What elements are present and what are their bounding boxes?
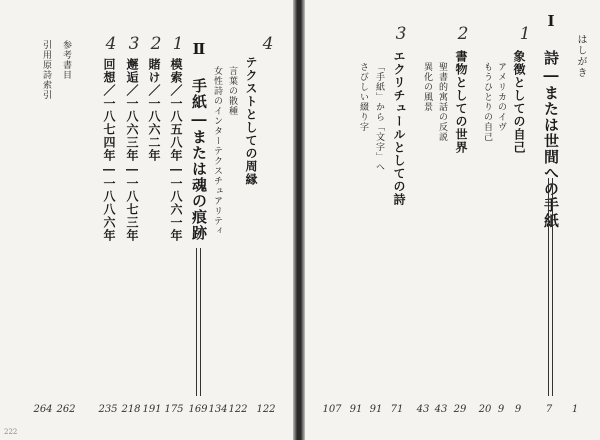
section-title: 異化の風景 bbox=[422, 62, 432, 112]
chapter-number: 3 bbox=[391, 24, 411, 45]
page-number: 1 bbox=[571, 404, 579, 415]
section-title: 聖書的寓話の反説 bbox=[437, 62, 447, 142]
part-rule bbox=[548, 178, 553, 396]
chapter-title: 回想／一八七四年―一八八六年 bbox=[102, 58, 116, 242]
chapter-title: テクストとしての周縁 bbox=[244, 56, 258, 186]
page-number: 107 bbox=[322, 404, 342, 415]
page-number: 264 bbox=[33, 404, 53, 415]
page-number: 7 bbox=[545, 404, 553, 415]
page-number: 191 bbox=[142, 404, 162, 415]
chapter-number: 4 bbox=[101, 34, 121, 55]
part-title: Ⅰ 詩―または世間への手紙 bbox=[542, 12, 560, 229]
chapter-number: 2 bbox=[453, 24, 473, 45]
page-number: 43 bbox=[434, 404, 448, 415]
page-number: 169 bbox=[188, 404, 208, 415]
chapter-title: 象徴としての自己 bbox=[512, 50, 526, 154]
part-title: Ⅱ 手紙―または魂の痕跡 bbox=[190, 40, 208, 241]
bibliography: 参考書目 bbox=[61, 40, 71, 80]
page-number: 9 bbox=[514, 404, 522, 415]
section-title: もうひとりの自己 bbox=[482, 62, 492, 142]
section-title: さびしい綴り字 bbox=[358, 62, 368, 132]
page-number: 91 bbox=[369, 404, 383, 415]
left-page bbox=[0, 0, 293, 440]
chapter-title: 賭け／一八六二年 bbox=[147, 58, 161, 162]
foreword: はしがき bbox=[575, 34, 586, 78]
page-number: 122 bbox=[256, 404, 276, 415]
chapter-title: 模索／一八五八年―一八六一年 bbox=[169, 58, 183, 242]
chapter-title: 邂逅／一八六三年―一八七三年 bbox=[125, 58, 139, 242]
citation-index: 引用原詩索引 bbox=[41, 40, 51, 100]
chapter-title: 書物としての世界 bbox=[454, 50, 468, 154]
page-number: 71 bbox=[390, 404, 404, 415]
part-rule bbox=[196, 248, 201, 396]
page-number: 91 bbox=[349, 404, 363, 415]
chapter-number: 2 bbox=[146, 34, 166, 55]
page-number: 20 bbox=[478, 404, 492, 415]
section-title: 女性詩のインターテクスチュアリティ bbox=[212, 66, 222, 236]
page-number: 218 bbox=[121, 404, 141, 415]
page-folio: 222 bbox=[4, 428, 18, 436]
chapter-number: 1 bbox=[168, 34, 188, 55]
page-number: 29 bbox=[453, 404, 467, 415]
page-number: 43 bbox=[416, 404, 430, 415]
chapter-number: 4 bbox=[258, 34, 278, 55]
page-number: 235 bbox=[98, 404, 118, 415]
page-number: 9 bbox=[497, 404, 505, 415]
book-gutter bbox=[293, 0, 305, 440]
page-number: 122 bbox=[228, 404, 248, 415]
chapter-title: エクリチュールとしての詩 bbox=[392, 50, 406, 206]
page-number: 134 bbox=[208, 404, 228, 415]
chapter-number: 3 bbox=[124, 34, 144, 55]
right-page bbox=[305, 0, 600, 440]
section-title: アメリカのイヴ bbox=[496, 62, 506, 132]
section-title: 言葉の散種 bbox=[227, 66, 237, 116]
page-number: 175 bbox=[164, 404, 184, 415]
page-number: 262 bbox=[56, 404, 76, 415]
section-title: 「手紙」から「文字」へ bbox=[374, 62, 384, 172]
chapter-number: 1 bbox=[515, 24, 535, 45]
